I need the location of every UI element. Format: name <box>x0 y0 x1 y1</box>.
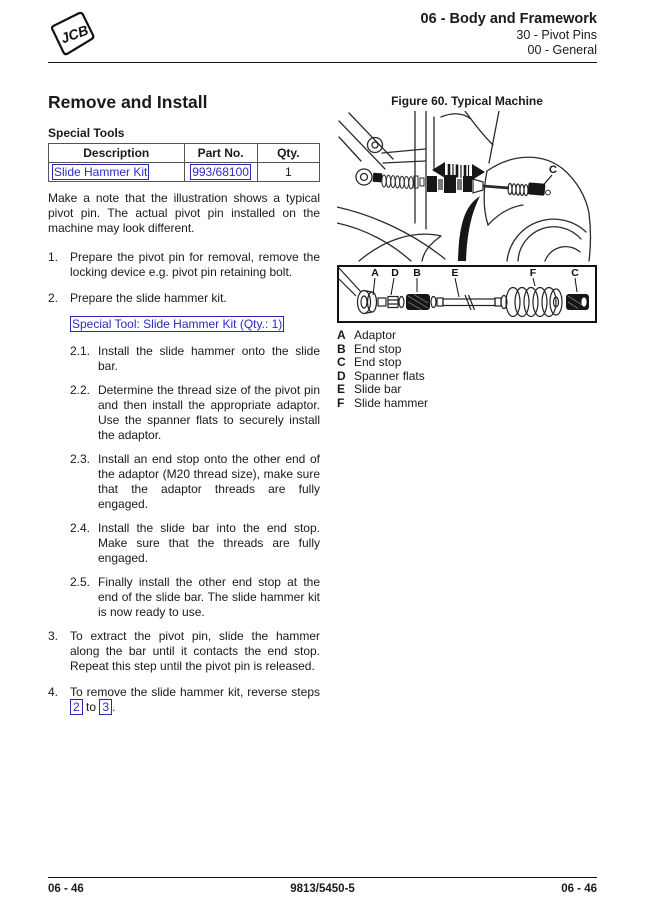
jcb-logo-icon <box>46 12 98 60</box>
col-header-qty: Qty. <box>257 144 319 163</box>
part-number-link[interactable]: 993/68100 <box>192 165 249 179</box>
legend-label: End stop <box>354 341 402 356</box>
substep-text: Finally install the other end stop at the end of the slide bar. The slide hammer kit is now ready to use. <box>98 575 320 619</box>
col-header-part-no: Part No. <box>184 144 257 163</box>
substeps-group <box>70 344 320 620</box>
legend-key: E <box>337 382 346 397</box>
end-stop-c-part <box>528 182 546 195</box>
slide-direction-arrow-icon <box>432 162 485 180</box>
page-footer <box>48 883 597 895</box>
legend-item <box>337 397 597 411</box>
substep-number: 2.1. <box>70 344 91 358</box>
step-2-5 <box>70 575 320 620</box>
substep-text: Determine the thread size of the pivot pin and then install the appropriate adaptor. Use the spanner flats to securely install the adaptor. <box>98 383 320 442</box>
legend-item <box>337 343 597 357</box>
label-c-leader <box>540 175 552 189</box>
figure-caption: Figure 60. Typical Machine <box>391 94 543 108</box>
legend-key: B <box>337 341 346 356</box>
footer-page-number-left: 06 - 46 <box>48 883 84 895</box>
cell-qty: 1 <box>257 163 319 182</box>
roller-icon <box>372 142 378 148</box>
kit-label-d: D <box>391 267 399 279</box>
step-4-mid: to <box>86 700 97 714</box>
kit-label-c: C <box>571 267 579 279</box>
step-number: 3. <box>48 629 59 643</box>
legend-label: Adaptor <box>354 328 397 342</box>
table-header-row <box>49 144 320 163</box>
jcb-logo-text: JCB <box>58 21 91 47</box>
kit-label-e: E <box>451 267 459 279</box>
substep-number: 2.2. <box>70 383 91 397</box>
step-2-4 <box>70 521 320 566</box>
pivot-boss-icon <box>356 169 372 185</box>
step-text: To extract the pivot pin, slide the hammer along the bar until it contacts the end stop. Repeat this step until the pivot pin is released. <box>70 629 320 673</box>
step-2-3 <box>70 452 320 512</box>
step-4 <box>48 685 320 715</box>
machine-illustration <box>337 111 597 263</box>
step-2-2 <box>70 383 320 443</box>
header-subsection: 00 - General <box>527 43 597 57</box>
spanner-flats-part <box>388 297 398 308</box>
special-tool-link[interactable]: Special Tool: Slide Hammer Kit (Qty.: 1) <box>72 317 283 331</box>
tool-description-link[interactable]: Slide Hammer Kit <box>54 165 148 179</box>
slide-hammer-part <box>506 288 562 317</box>
footer-publication-number: 9813/5450-5 <box>290 883 355 895</box>
step-number: 1. <box>48 250 59 264</box>
header-divider <box>48 62 597 63</box>
substep-number: 2.3. <box>70 452 91 466</box>
procedure-steps <box>48 250 320 715</box>
legend-label: End stop <box>354 355 402 370</box>
cell-part-no <box>184 163 257 182</box>
cell-description <box>49 163 185 182</box>
header-title: 06 - Body and Framework <box>420 11 597 27</box>
step-2-1 <box>70 344 320 374</box>
special-tool-link-row <box>70 317 320 332</box>
substep-text: Install the slide bar into the end stop. Make sure that the threads are fully engaged. <box>98 521 320 565</box>
step-2 <box>48 291 320 306</box>
col-header-description: Description <box>49 144 185 163</box>
substep-text: Install an end stop onto the other end of the adaptor (M20 thread size), make sure that the adaptor threads are fully engaged. <box>98 452 320 511</box>
boom-silhouette <box>458 196 480 261</box>
kit-label-a: A <box>371 267 379 279</box>
kit-label-f: F <box>529 267 537 279</box>
special-tools-table <box>48 143 320 182</box>
step-text: Prepare the pivot pin for removal, remove the locking device e.g. pivot pin retaining bolt. <box>70 250 320 279</box>
step-4-prefix: To remove the slide hammer kit, reverse steps <box>70 685 320 699</box>
pivot-boss-icon <box>361 174 368 181</box>
special-tools-heading: Special Tools <box>48 126 125 140</box>
legend-key: D <box>337 368 346 383</box>
machine-label-c: C <box>549 164 557 176</box>
legend-label: Spanner flats <box>354 368 425 383</box>
machine-illustration-wrap <box>337 111 597 263</box>
page-header <box>421 10 597 58</box>
figure-legend <box>337 329 597 411</box>
legend-key: C <box>337 355 346 370</box>
legend-item <box>337 370 597 384</box>
legend-item <box>337 329 597 343</box>
step-ref-link-2[interactable]: 2 <box>70 699 83 715</box>
legend-item <box>337 383 597 397</box>
substep-number: 2.4. <box>70 521 91 535</box>
step-text <box>70 685 320 715</box>
legend-key: A <box>337 328 346 342</box>
footer-divider <box>48 877 597 878</box>
adaptor-part <box>378 298 386 306</box>
step-number: 4. <box>48 685 59 699</box>
page-title: Remove and Install <box>48 92 208 112</box>
kit-label-b: B <box>413 267 421 279</box>
table-row <box>49 163 320 182</box>
step-ref-link-3[interactable]: 3 <box>99 699 112 715</box>
kit-diagram-wrap <box>337 265 597 323</box>
step-text: Prepare the slide hammer kit. <box>70 291 227 305</box>
substep-text: Install the slide hammer onto the slide bar. <box>98 344 320 373</box>
step-4-suffix: . <box>112 700 116 714</box>
main-text-column <box>48 92 320 726</box>
substep-number: 2.5. <box>70 575 91 589</box>
step-1 <box>48 250 320 280</box>
jcb-logo <box>46 12 98 65</box>
figure-column <box>337 94 597 411</box>
legend-label: Slide hammer <box>354 395 429 410</box>
step-3 <box>48 629 320 674</box>
footer-page-number-right: 06 - 46 <box>561 883 597 895</box>
legend-label: Slide bar <box>354 382 402 397</box>
slide-hammer-kit-diagram <box>337 265 597 323</box>
legend-key: F <box>337 395 345 410</box>
step-number: 2. <box>48 291 59 305</box>
intro-note: Make a note that the illustration shows a typical pivot pin. The actual pivot pin installed on the machine may look different. <box>48 191 320 235</box>
legend-item <box>337 356 597 370</box>
header-section: 30 - Pivot Pins <box>516 28 597 42</box>
